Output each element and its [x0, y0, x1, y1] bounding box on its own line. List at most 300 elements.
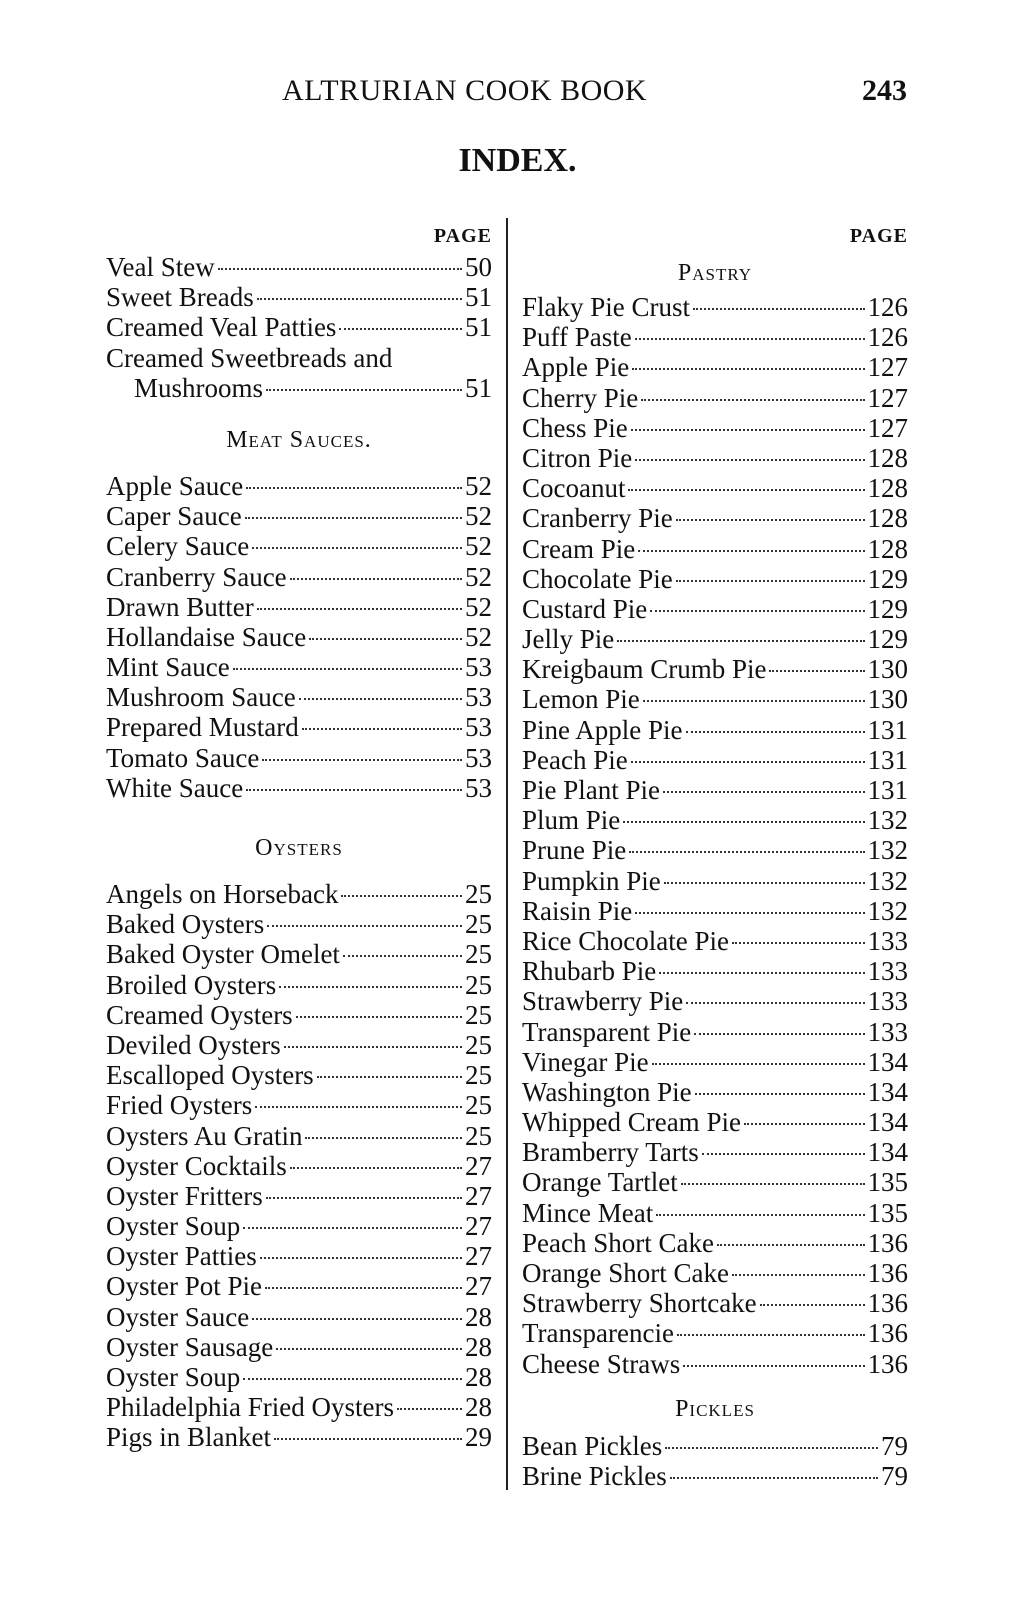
entry-title: Chess Pie — [522, 412, 628, 443]
dot-leader — [397, 1408, 462, 1410]
entry-title: Whipped Cream Pie — [522, 1107, 741, 1138]
entry-title: Oyster Soup — [106, 1211, 241, 1242]
entry-title: Peach Pie — [522, 744, 628, 775]
dot-leader — [635, 912, 864, 914]
dot-leader — [663, 791, 864, 793]
dot-leader — [266, 1197, 462, 1199]
oysters-entries — [106, 879, 492, 1453]
dot-leader — [676, 519, 865, 521]
dot-leader — [643, 700, 865, 702]
entry-title: Oyster Cocktails — [106, 1150, 287, 1181]
index-entry — [522, 1431, 908, 1461]
dot-leader — [631, 429, 865, 431]
dot-leader — [296, 1016, 462, 1018]
entry-page-number: 53 — [465, 742, 492, 773]
entry-title: Veal Stew — [106, 252, 215, 282]
dot-leader — [665, 1447, 878, 1449]
dot-leader — [218, 268, 462, 270]
dot-leader — [656, 1214, 864, 1216]
index-entry — [106, 562, 492, 592]
index-entry — [522, 805, 908, 835]
index-entry — [106, 501, 492, 531]
dot-leader — [274, 1438, 462, 1440]
dot-leader — [686, 731, 865, 733]
index-entry — [522, 473, 908, 503]
entry-page-number: 133 — [867, 986, 908, 1017]
entry-page-number: 127 — [867, 412, 908, 443]
dot-leader — [252, 1318, 462, 1320]
index-entry — [522, 443, 908, 473]
entry-page-number: 27 — [465, 1150, 492, 1181]
index-entry — [522, 1228, 908, 1258]
dot-leader — [302, 728, 462, 730]
entry-page-number: 25 — [465, 939, 492, 970]
entry-title: Strawberry Pie — [522, 986, 684, 1017]
index-entry — [106, 1060, 492, 1090]
entry-title: Mushroom Sauce — [106, 682, 296, 713]
dot-leader — [243, 1378, 462, 1380]
dot-leader — [676, 580, 865, 582]
index-entry — [522, 684, 908, 714]
entry-page-number: 25 — [465, 909, 492, 940]
index-entry — [522, 624, 908, 654]
index-entry — [106, 622, 492, 652]
entry-page-number: 130 — [867, 684, 908, 715]
entry-page-number: 128 — [867, 503, 908, 534]
index-entry — [106, 1000, 492, 1030]
entry-page-number: 52 — [465, 561, 492, 592]
entry-page-number: 28 — [465, 1392, 492, 1423]
entry-page-number: 53 — [465, 772, 492, 803]
entry-title: Puff Paste — [522, 322, 632, 353]
dot-leader — [243, 1227, 462, 1229]
index-entry — [522, 775, 908, 805]
index-entry — [522, 835, 908, 865]
index-entry — [106, 1392, 492, 1422]
dot-leader — [257, 298, 462, 300]
index-entry — [106, 773, 492, 803]
dot-leader — [681, 1183, 865, 1185]
entry-page-number: 52 — [465, 501, 492, 532]
entry-title: Transparencie — [522, 1318, 674, 1349]
book-title: ALTRURIAN COOK BOOK — [282, 74, 648, 107]
dot-leader — [305, 1137, 462, 1139]
entry-page-number: 136 — [867, 1348, 908, 1379]
entry-page-number: 136 — [867, 1288, 908, 1319]
entry-title: Citron Pie — [522, 442, 633, 473]
index-entry — [522, 1017, 908, 1047]
entry-title: Lemon Pie — [522, 684, 640, 715]
index-entry — [106, 1121, 492, 1151]
entry-page-number: 79 — [881, 1460, 908, 1491]
index-entry — [106, 682, 492, 712]
entry-page-number: 25 — [465, 1120, 492, 1151]
dot-leader — [279, 986, 462, 988]
entry-page-number: 28 — [465, 1331, 492, 1362]
column-divider — [506, 218, 508, 1490]
entry-page-number: 25 — [465, 1060, 492, 1091]
entry-page-number: 129 — [867, 563, 908, 594]
dot-leader — [641, 399, 864, 401]
dot-leader — [717, 1244, 865, 1246]
entry-page-number: 135 — [867, 1197, 908, 1228]
index-entry — [522, 534, 908, 564]
entry-title: Sweet Breads — [106, 282, 254, 313]
entry-page-number: 52 — [465, 531, 492, 562]
entry-page-number: 135 — [867, 1167, 908, 1198]
entry-page-number: 25 — [465, 999, 492, 1030]
index-entry — [522, 383, 908, 413]
index-column-right — [522, 220, 908, 1491]
entry-title: Creamed Sweetbreads and — [106, 342, 393, 373]
entry-title: Oyster Soup — [106, 1362, 241, 1392]
entry-title: Oyster Patties — [106, 1241, 257, 1272]
pickles-entries — [522, 1431, 908, 1491]
index-entry — [522, 503, 908, 533]
entry-title: Apple Sauce — [106, 470, 244, 501]
entry-title: Drawn Butter — [106, 591, 254, 622]
dot-leader — [760, 1304, 865, 1306]
dot-leader — [265, 1287, 462, 1289]
dot-leader — [257, 608, 462, 610]
entry-title: Custard Pie — [522, 593, 648, 624]
dot-leader — [284, 1046, 462, 1048]
index-entry — [106, 712, 492, 742]
section-heading-pickles: Pickles — [675, 1395, 755, 1422]
entry-page-number: 133 — [867, 956, 908, 987]
index-entry — [106, 1151, 492, 1181]
entry-title: Flaky Pie Crust — [522, 292, 691, 322]
entry-title: White Sauce — [106, 772, 244, 803]
entry-page-number: 53 — [465, 682, 492, 713]
index-entry — [106, 252, 492, 282]
index-entry — [522, 986, 908, 1016]
dot-leader — [635, 459, 864, 461]
entry-page-number: 130 — [867, 654, 908, 685]
entry-page-number: 52 — [465, 621, 492, 652]
entry-page-number: 52 — [465, 591, 492, 622]
entry-page-number: 53 — [465, 712, 492, 743]
entry-page-number: 53 — [465, 652, 492, 683]
entry-page-number: 132 — [867, 805, 908, 836]
index-entry — [106, 373, 492, 403]
entry-page-number: 134 — [867, 1046, 908, 1077]
entry-page-number: 134 — [867, 1137, 908, 1168]
entry-page-number: 128 — [867, 533, 908, 564]
entry-page-number: 25 — [465, 1090, 492, 1121]
section-heading-pastry: Pastry — [677, 260, 753, 286]
index-entry — [106, 343, 492, 373]
index-entry — [106, 743, 492, 773]
dot-leader — [339, 328, 462, 330]
dot-leader — [623, 821, 864, 823]
dot-leader — [299, 698, 462, 700]
index-entry — [106, 909, 492, 939]
entry-title: Oyster Sauce — [106, 1301, 250, 1332]
dot-leader — [290, 1167, 462, 1169]
index-entry — [522, 1288, 908, 1318]
index-entry — [106, 531, 492, 561]
entry-title: Rice Chocolate Pie — [522, 925, 729, 956]
dot-leader — [246, 789, 462, 791]
index-entry — [522, 654, 908, 684]
entry-title: Washington Pie — [522, 1076, 692, 1107]
entry-title: Broiled Oysters — [106, 969, 277, 1000]
entry-page-number: 132 — [867, 895, 908, 926]
dot-leader — [664, 882, 865, 884]
dot-leader — [769, 670, 864, 672]
dot-leader — [659, 972, 864, 974]
dot-leader — [617, 640, 864, 642]
index-entry — [106, 471, 492, 501]
dot-leader — [686, 1002, 864, 1004]
entry-title: Vinegar Pie — [522, 1046, 649, 1077]
entry-page-number: 25 — [465, 1029, 492, 1060]
entry-page-number: 27 — [465, 1180, 492, 1211]
section-heading-meat-sauces: Meat Sauces. — [226, 426, 372, 453]
entry-title: Oyster Fritters — [106, 1180, 263, 1211]
running-header — [0, 74, 1035, 114]
entry-title: Orange Short Cake — [522, 1258, 729, 1288]
entry-title: Pie Plant Pie — [522, 775, 661, 805]
entry-page-number: 51 — [465, 372, 492, 403]
index-entry — [106, 1362, 492, 1392]
entry-page-number: 132 — [867, 835, 908, 866]
dot-leader — [732, 1274, 865, 1276]
entry-page-number: 133 — [867, 1016, 908, 1047]
index-entry — [106, 1422, 492, 1452]
page-column-label: PAGE — [433, 225, 492, 247]
entry-title: Mince Meat — [522, 1197, 654, 1228]
entry-title: Cheese Straws — [522, 1348, 681, 1379]
entry-page-number: 126 — [867, 322, 908, 353]
index-entry — [106, 1030, 492, 1060]
entry-title: Hollandaise Sauce — [106, 621, 307, 652]
entry-title: Cocoanut — [522, 473, 626, 504]
dot-leader — [317, 1076, 462, 1078]
index-entry — [106, 1090, 492, 1120]
index-entry — [522, 1258, 908, 1288]
entry-title: Oysters Au Gratin — [106, 1120, 303, 1151]
entry-title: Transparent Pie — [522, 1016, 692, 1047]
page-column-label: PAGE — [849, 225, 908, 247]
entry-title: Prepared Mustard — [106, 712, 299, 743]
index-entry — [522, 956, 908, 986]
entry-page-number: 129 — [867, 593, 908, 624]
index-entry — [106, 879, 492, 909]
entry-title: Pumpkin Pie — [522, 865, 661, 896]
index-entry — [106, 1302, 492, 1332]
entry-title: Rhubarb Pie — [522, 956, 657, 987]
pastry-entries — [522, 292, 908, 1379]
dot-leader — [638, 550, 864, 552]
entry-title: Orange Tartlet — [522, 1167, 678, 1198]
entry-title: Plum Pie — [522, 805, 621, 836]
entry-title: Cherry Pie — [522, 382, 639, 413]
entry-page-number: 29 — [465, 1422, 492, 1453]
index-entry — [522, 564, 908, 594]
entry-page-number: 27 — [465, 1211, 492, 1242]
entry-page-number: 133 — [867, 925, 908, 956]
entry-page-number: 27 — [465, 1271, 492, 1302]
entry-title: Pigs in Blanket — [106, 1422, 272, 1453]
entry-title: Strawberry Shortcake — [522, 1288, 757, 1319]
entry-page-number: 136 — [867, 1318, 908, 1349]
index-entry — [106, 652, 492, 682]
meat-sauces-entries — [106, 471, 492, 803]
entry-title: Pine Apple Pie — [522, 714, 683, 745]
entry-page-number: 27 — [465, 1241, 492, 1272]
dot-leader — [245, 517, 462, 519]
entry-title: Bramberry Tarts — [522, 1137, 699, 1168]
index-entry — [522, 352, 908, 382]
dot-leader — [732, 942, 865, 944]
index-entry — [106, 312, 492, 342]
entry-title: Baked Oyster Omelet — [106, 939, 340, 970]
index-entry — [522, 896, 908, 926]
entry-page-number: 25 — [465, 969, 492, 1000]
entry-page-number: 136 — [867, 1258, 908, 1288]
index-entry — [522, 745, 908, 775]
entry-title: Philadelphia Fried Oysters — [106, 1392, 394, 1423]
entry-title: Creamed Veal Patties — [106, 312, 337, 343]
dot-leader — [631, 761, 865, 763]
entry-title: Raisin Pie — [522, 895, 633, 926]
entry-page-number: 50 — [465, 252, 492, 282]
entry-page-number: 134 — [867, 1076, 908, 1107]
page-number: 243 — [862, 74, 907, 107]
index-entry — [522, 1461, 908, 1491]
entry-page-number: 128 — [867, 473, 908, 504]
index-entry — [106, 1181, 492, 1211]
index-entry — [522, 866, 908, 896]
index-entry — [106, 970, 492, 1000]
dot-leader — [650, 610, 864, 612]
index-entry — [522, 1198, 908, 1228]
entry-page-number: 131 — [867, 775, 908, 805]
dot-leader — [670, 1477, 878, 1479]
index-entry — [106, 282, 492, 312]
entry-page-number: 28 — [465, 1301, 492, 1332]
index-entry — [106, 592, 492, 622]
entry-title: Fried Oysters — [106, 1090, 253, 1121]
dot-leader — [246, 487, 462, 489]
dot-leader — [628, 489, 864, 491]
entry-page-number: 126 — [867, 292, 908, 322]
index-entry — [522, 594, 908, 624]
entry-title: Kreigbaum Crumb Pie — [522, 654, 767, 685]
entry-title: Escalloped Oysters — [106, 1060, 314, 1091]
dot-leader — [629, 851, 864, 853]
entry-title: Oyster Sausage — [106, 1331, 274, 1362]
entry-title: Jelly Pie — [522, 624, 615, 655]
entry-title: Baked Oysters — [106, 909, 265, 940]
dot-leader — [252, 547, 462, 549]
entry-title: Prune Pie — [522, 835, 627, 866]
dot-leader — [677, 1334, 865, 1336]
entry-title: Mushrooms — [134, 372, 264, 403]
dot-leader — [693, 308, 864, 310]
index-entry — [522, 715, 908, 745]
dot-leader — [309, 638, 462, 640]
dot-leader — [276, 1348, 462, 1350]
entry-page-number: 28 — [465, 1362, 492, 1392]
entry-page-number: 132 — [867, 865, 908, 896]
entry-title: Brine Pickles — [522, 1460, 667, 1491]
entry-title: Caper Sauce — [106, 501, 242, 532]
index-entry — [522, 1318, 908, 1348]
dot-leader — [632, 368, 864, 370]
entry-title: Mint Sauce — [106, 652, 230, 683]
entry-title: Bean Pickles — [522, 1430, 663, 1461]
entry-title: Oyster Pot Pie — [106, 1271, 263, 1302]
index-entry — [522, 1137, 908, 1167]
entry-title: Tomato Sauce — [106, 742, 260, 773]
index-entry — [522, 292, 908, 322]
index-entry — [522, 1047, 908, 1077]
dot-leader — [255, 1106, 462, 1108]
dot-leader — [702, 1153, 865, 1155]
section-heading-oysters: Oysters — [255, 835, 343, 861]
entry-page-number: 127 — [867, 352, 908, 383]
entry-title: Creamed Oysters — [106, 999, 293, 1030]
dot-leader — [635, 338, 865, 340]
entry-title: Peach Short Cake — [522, 1227, 714, 1258]
index-entry — [522, 1167, 908, 1197]
entry-page-number: 129 — [867, 624, 908, 655]
dot-leader — [260, 1257, 462, 1259]
dot-leader — [695, 1093, 865, 1095]
dot-leader — [262, 759, 462, 761]
index-entry — [106, 1271, 492, 1301]
veal-entries — [106, 252, 492, 403]
entry-page-number: 51 — [465, 282, 492, 313]
entry-page-number: 52 — [465, 470, 492, 501]
dot-leader — [744, 1123, 865, 1125]
entry-page-number: 128 — [867, 442, 908, 473]
index-entry — [522, 1349, 908, 1379]
index-title: INDEX. — [458, 142, 577, 179]
entry-title: Apple Pie — [522, 352, 630, 383]
entry-page-number: 131 — [867, 744, 908, 775]
entry-page-number: 79 — [881, 1430, 908, 1461]
index-column-left — [106, 220, 492, 1453]
entry-page-number: 51 — [465, 312, 492, 343]
dot-leader — [290, 578, 462, 580]
index-entry — [522, 926, 908, 956]
index-entry — [106, 1332, 492, 1362]
index-entry — [106, 1211, 492, 1241]
entry-page-number: 136 — [867, 1227, 908, 1258]
entry-title: Chocolate Pie — [522, 563, 673, 594]
entry-title: Angels on Horseback — [106, 879, 339, 909]
dot-leader — [652, 1063, 865, 1065]
entry-title: Celery Sauce — [106, 531, 250, 562]
dot-leader — [683, 1365, 864, 1367]
entry-title: Cranberry Pie — [522, 503, 673, 534]
entry-page-number: 25 — [465, 879, 492, 909]
dot-leader — [267, 925, 462, 927]
index-entry — [522, 1107, 908, 1137]
dot-leader — [233, 668, 462, 670]
index-entry — [522, 322, 908, 352]
entry-title: Cranberry Sauce — [106, 561, 287, 592]
dot-leader — [266, 389, 462, 391]
index-entry — [522, 413, 908, 443]
index-entry — [522, 1077, 908, 1107]
index-entry — [106, 1241, 492, 1271]
entry-page-number: 127 — [867, 382, 908, 413]
